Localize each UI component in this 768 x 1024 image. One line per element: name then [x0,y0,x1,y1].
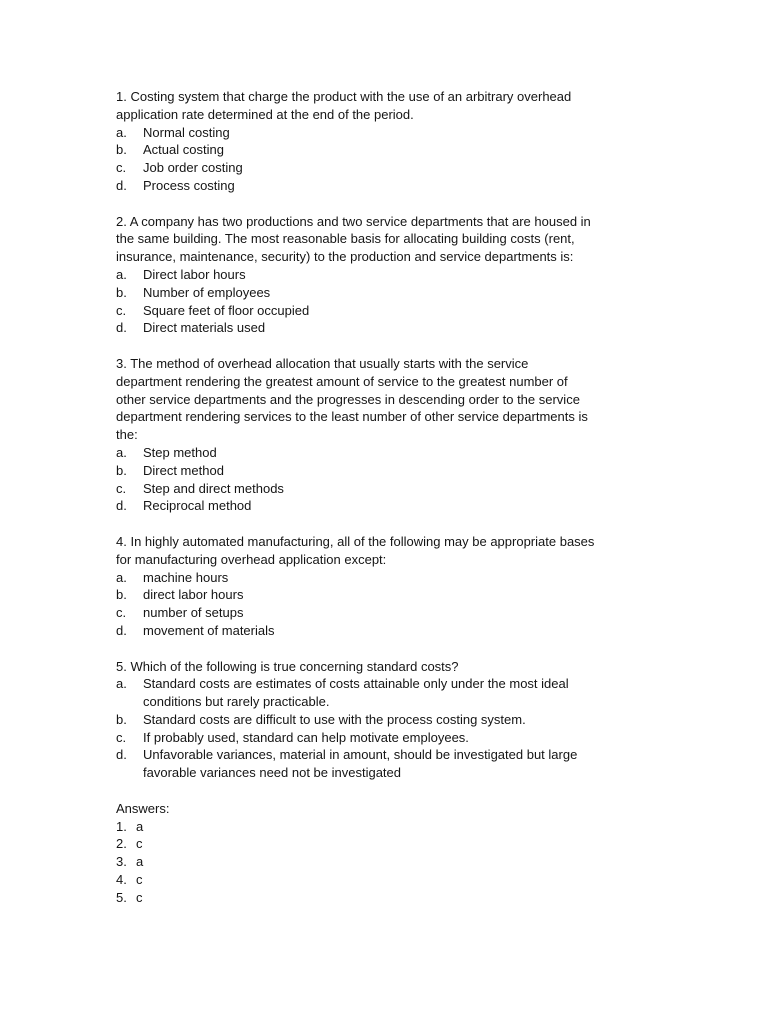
option-label: c. [116,302,127,318]
option-label: a. [116,569,127,585]
option-text-line: machine hours [143,569,229,585]
option-item [116,302,676,320]
option-label: d. [116,320,127,336]
option-item [116,141,676,159]
option-text [143,497,251,515]
option-label: c. [116,480,127,496]
option-text-line: number of setups [143,605,244,621]
option-item [116,729,676,747]
option-text-line: favorable variances need not be investigated [143,765,402,781]
answer-value: a [136,818,144,834]
document-page [116,88,676,907]
question-2 [116,213,676,338]
option-text [143,480,284,498]
option-text [143,729,469,747]
option-label: b. [116,462,127,478]
answer-value: c [136,872,143,888]
option-label: b. [116,587,127,603]
option-text-line: Actual costing [143,142,224,158]
option-item [116,480,676,498]
question-text-line: the: [116,427,138,443]
question-list [116,88,676,782]
question-text-line: 5. Which of the following is true concerning standard costs? [116,658,459,674]
option-label: c. [116,729,127,745]
option-label: d. [116,747,127,763]
option-item [116,622,676,640]
answer-number: 3. [116,854,127,870]
option-text [143,284,270,302]
option-text-line: Job order costing [143,160,243,176]
option-text [143,604,243,622]
option-item [116,675,676,711]
option-text-line: Process costing [143,177,235,193]
option-item [116,177,676,195]
question-text-line: insurance, maintenance, security) to the production and service departments is: [116,249,574,265]
answer-item [116,818,676,836]
answer-list [116,818,676,907]
option-text-line: If probably used, standard can help motivate employees. [143,729,469,745]
option-text [143,319,265,337]
option-text-line: Direct method [143,462,224,478]
option-item [116,569,676,587]
option-label: a. [116,676,127,692]
option-text [143,159,243,177]
question-text-line: 3. The method of overhead allocation that usually starts with the service [116,355,529,371]
question-text-line: 2. A company has two productions and two service departments that are housed in [116,213,591,229]
option-text-line: Standard costs are difficult to use with the process costing system. [143,711,526,727]
question-5 [116,658,676,783]
option-item [116,462,676,480]
option-item [116,604,676,622]
question-text-line: department rendering the greatest amount of service to the greatest number of [116,373,568,389]
question-1 [116,88,676,195]
option-label: a. [116,266,127,282]
option-label: b. [116,284,127,300]
option-text-line: Square feet of floor occupied [143,302,310,318]
question-text-line: 4. In highly automated manufacturing, all of the following may be appropriate bases [116,533,595,549]
option-text [143,141,224,159]
option-label: d. [116,177,127,193]
option-text-line: Direct labor hours [143,266,246,282]
option-label: d. [116,622,127,638]
option-label: c. [116,160,127,176]
option-label: d. [116,498,127,514]
question-text-line: 1. Costing system that charge the product with the use of an arbitrary overhead [116,89,572,104]
option-item [116,586,676,604]
option-label: b. [116,142,127,158]
option-text-line: Direct materials used [143,320,266,336]
answer-key [116,800,676,907]
question-text-line: department rendering services to the least number of other service departments is [116,409,588,425]
answer-number: 2. [116,836,127,852]
option-text [143,124,230,142]
answer-value: c [136,836,143,852]
option-text [143,569,228,587]
option-item [116,444,676,462]
option-text-line: Step and direct methods [143,480,284,496]
option-text [143,711,526,729]
option-text [143,622,275,640]
option-text-line: direct labor hours [143,587,244,603]
question-4 [116,533,676,640]
option-text-line: Reciprocal method [143,498,252,514]
answer-number: 4. [116,872,127,888]
answer-number: 1. [116,818,127,834]
question-text-line: other service departments and the progresses in descending order to the service [116,391,580,407]
option-text-line: Standard costs are estimates of costs attainable only under the most ideal [143,676,569,692]
option-item [116,711,676,729]
option-text [143,444,217,462]
question-3 [116,355,676,515]
option-label: a. [116,124,127,140]
option-text [143,746,577,782]
option-item [116,746,676,782]
option-text-line: conditions but rarely practicable. [143,694,330,710]
option-label: b. [116,711,127,727]
question-text-line: application rate determined at the end of the period. [116,106,414,122]
answer-number: 5. [116,889,127,905]
option-text-line: movement of materials [143,622,275,638]
option-item [116,266,676,284]
option-item [116,124,676,142]
answer-value: c [136,889,143,905]
option-text-line: Step method [143,444,217,460]
question-text-line: the same building. The most reasonable basis for allocating building costs (rent, [116,231,575,247]
option-text [143,675,569,711]
option-label: a. [116,444,127,460]
answer-item [116,853,676,871]
answer-item [116,889,676,907]
option-item [116,284,676,302]
question-text-line: for manufacturing overhead application except: [116,551,387,567]
answer-item [116,835,676,853]
option-text [143,586,243,604]
option-item [116,497,676,515]
option-label: c. [116,605,127,621]
option-text-line: Normal costing [143,124,230,140]
option-text [143,177,235,195]
answer-value: a [136,854,144,870]
answers-heading: Answers: [116,800,170,816]
option-item [116,159,676,177]
option-text [143,462,224,480]
answer-item [116,871,676,889]
option-text-line: Number of employees [143,284,271,300]
option-text-line: Unfavorable variances, material in amount, should be investigated but large [143,747,578,763]
option-text [143,302,309,320]
option-text [143,266,246,284]
option-item [116,319,676,337]
